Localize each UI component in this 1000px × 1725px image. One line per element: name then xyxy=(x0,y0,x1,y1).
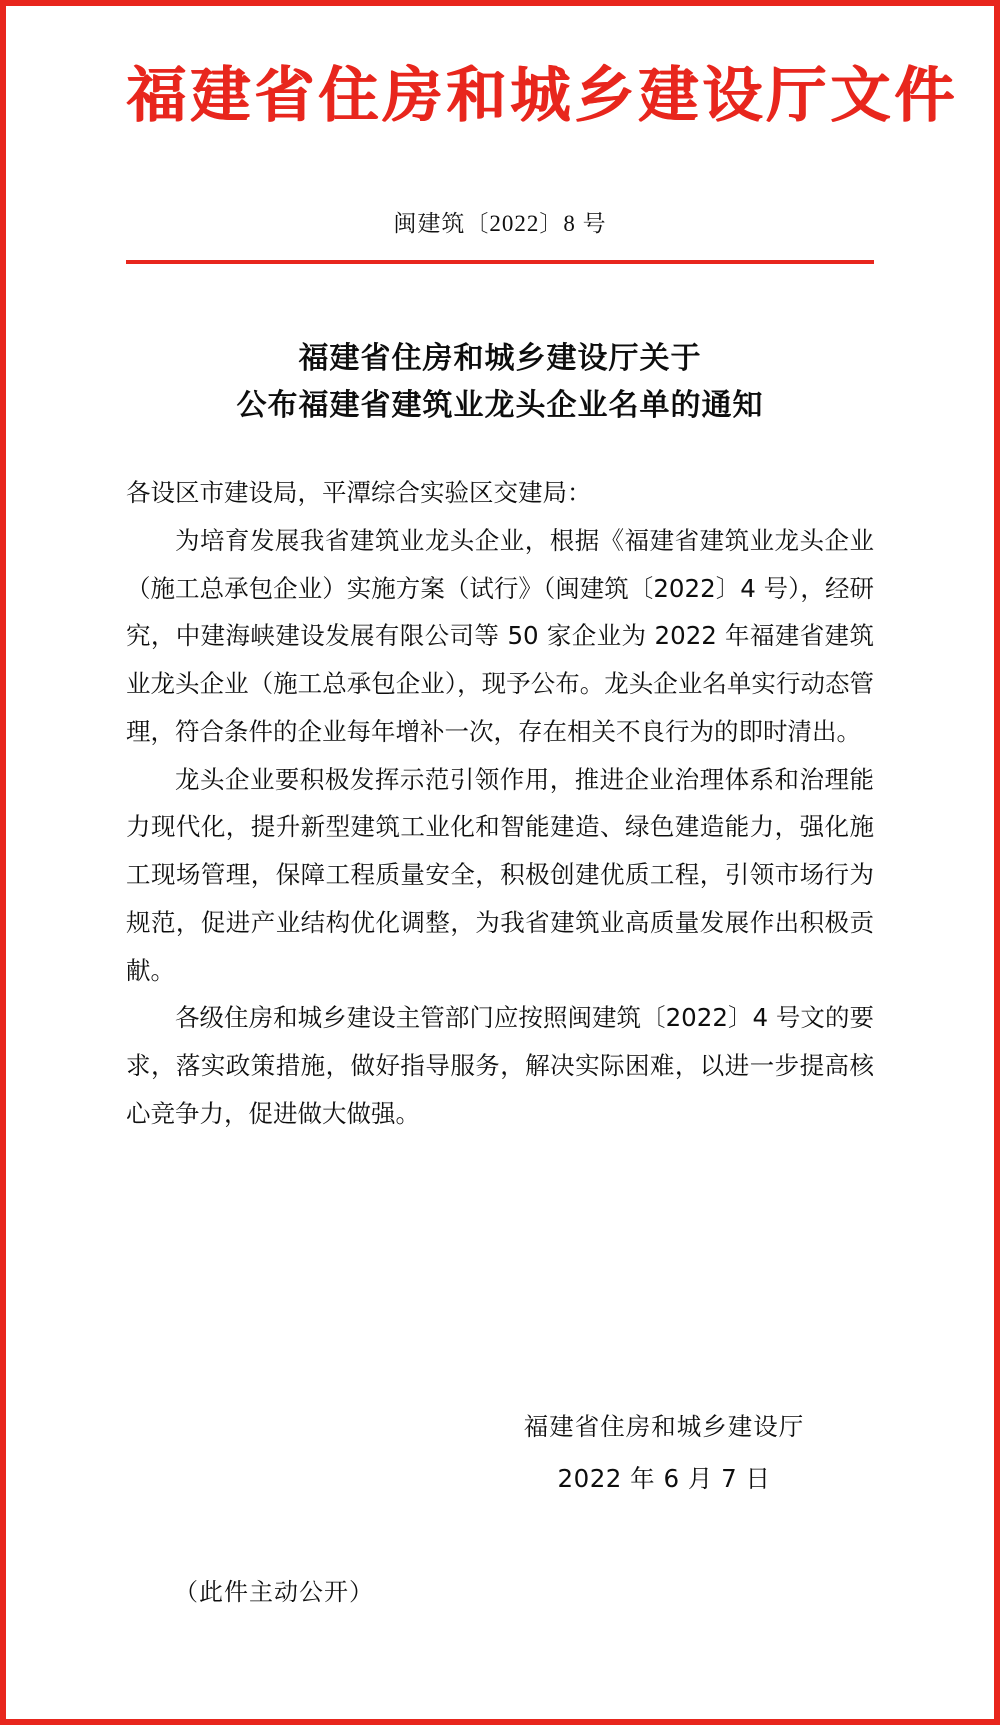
page-title-line-2: 公布福建省建筑业龙头企业名单的通知 xyxy=(236,387,764,423)
paragraph-1: 为培育发展我省建筑业龙头企业，根据《福建省建筑业龙头企业（施工总承包企业）实施方案（试行》（闽建筑〔2022〕4 号），经研究，中建海峡建设发展有限公司等 50 家企业为 2022 年福建省建筑业龙头企业（施工总承包企业），现予公布。龙头企业名单实行动态管理，符合条件的企业每年增补一次，存在相关不良行为的即时清出。 xyxy=(126,525,874,746)
page-title-line-1: 福建省住房和城乡建设厅关于 xyxy=(298,341,702,376)
masthead xyxy=(126,6,958,131)
body-text xyxy=(126,469,874,1138)
publication-footnote: （此件主动公开） xyxy=(174,1578,374,1606)
paragraph-3: 各级住房和城乡建设主管部门应按照闽建筑〔2022〕4 号文的要求，落实政策措施，做好指导服务，解决实际困难，以进一步提高核心竞争力，促进做大做强。 xyxy=(126,1003,874,1128)
document-content xyxy=(6,6,994,1719)
signature-block xyxy=(454,1401,874,1504)
paragraph-2: 龙头企业要积极发挥示范引领作用，推进企业治理体系和治理能力现代化，提升新型建筑工业化和智能建造、绿色建造能力，强化施工现场管理，保障工程质量安全，积极创建优质工程，引领市场行为规范，促进产业结构优化调整，为我省建筑业高质量发展作出积极贡献。 xyxy=(126,764,874,985)
document-number: 闽建筑〔2022〕8 号 xyxy=(393,211,607,236)
masthead-title: 福建省住房和城乡建设厅文件 xyxy=(126,61,958,131)
signature-date: 2022 年 6 月 7 日 xyxy=(557,1463,771,1493)
signature-organization: 福建省住房和城乡建设厅 xyxy=(523,1412,805,1442)
page-title xyxy=(126,336,874,429)
salutation: 各设区市建设局，平潭综合实验区交建局： xyxy=(126,478,592,507)
red-divider-rule xyxy=(126,260,874,264)
